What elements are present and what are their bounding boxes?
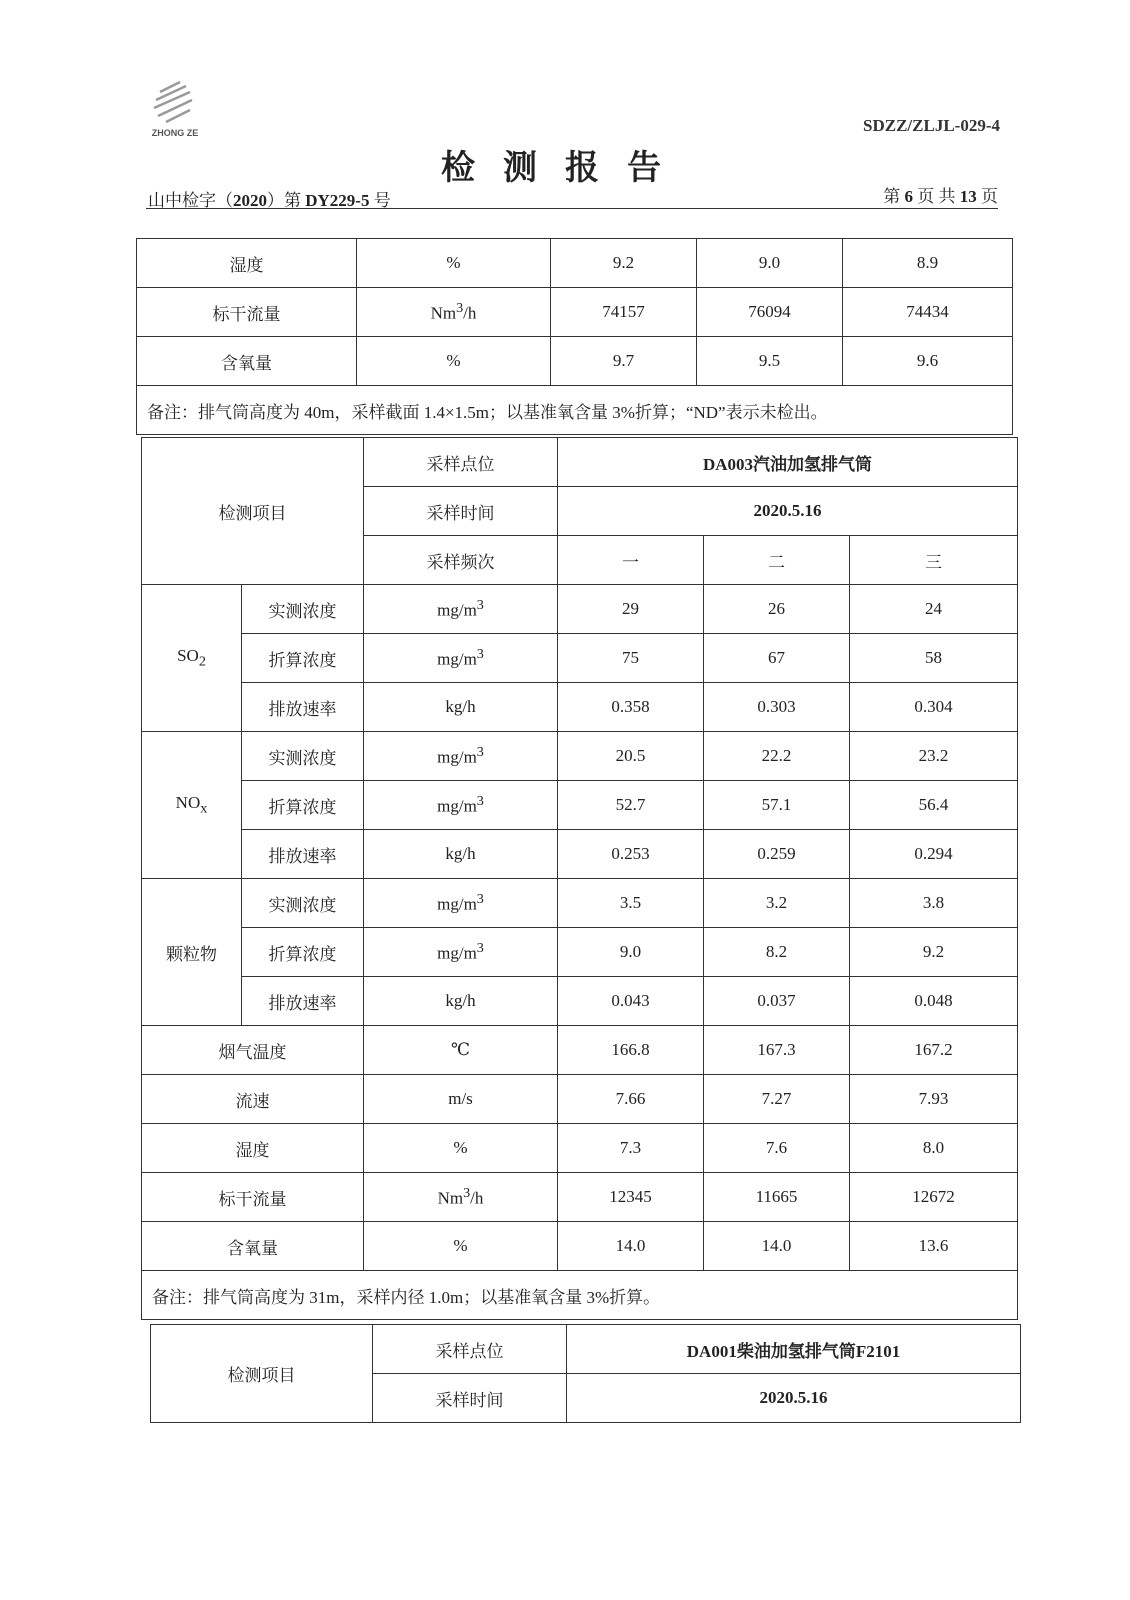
table-row — [142, 1271, 1018, 1320]
value-cell: 0.253 — [558, 830, 704, 879]
table-row — [142, 928, 1018, 977]
table-row — [142, 732, 1018, 781]
value-cell: 76094 — [697, 288, 843, 337]
detection-item-header: 检测项目 — [151, 1325, 373, 1423]
sampling-point-value: DA003汽油加氢排气筒 — [558, 438, 1018, 487]
unit-cell: % — [357, 239, 551, 288]
table-note: 备注：排气筒高度为 31m，采样内径 1.0m；以基准氧含量 3%折算。 — [142, 1271, 1018, 1320]
report-number: 山中检字（2020）第 DY229-5 号 — [148, 191, 391, 210]
row-label: 湿度 — [137, 239, 357, 288]
value-cell: 0.358 — [558, 683, 704, 732]
value-cell: 11665 — [704, 1173, 850, 1222]
value-cell: 26 — [704, 585, 850, 634]
unit-cell: Nm$^3$/h — [364, 1173, 558, 1222]
company-logo — [140, 78, 210, 148]
unit-cell: $mg/m^3$ — [364, 585, 558, 634]
table-row — [142, 781, 1018, 830]
header-rule — [146, 208, 998, 209]
value-cell: 167.3 — [704, 1026, 850, 1075]
value-cell: 14.0 — [704, 1222, 850, 1271]
value-cell: 13.6 — [850, 1222, 1018, 1271]
table-row — [137, 337, 1013, 386]
value-cell: 75 — [558, 634, 704, 683]
logo-mark-icon — [140, 78, 210, 128]
value-cell: 7.66 — [558, 1075, 704, 1124]
table-row — [142, 438, 1018, 487]
value-cell: 74157 — [551, 288, 697, 337]
value-cell: 8.2 — [704, 928, 850, 977]
unit-cell: kg/h — [364, 977, 558, 1026]
value-cell: 57.1 — [704, 781, 850, 830]
unit-cell: $mg/m^3$ — [364, 634, 558, 683]
metric-label: 折算浓度 — [242, 634, 364, 683]
sampling-time-label: 采样时间 — [373, 1374, 567, 1423]
metric-label: 排放速率 — [242, 830, 364, 879]
table-row — [142, 1124, 1018, 1173]
report-title: 检测报告 — [441, 150, 689, 187]
table-da003 — [141, 437, 1018, 1320]
frequency-cell: 二 — [704, 536, 850, 585]
table-row — [137, 386, 1013, 435]
table-row — [142, 879, 1018, 928]
value-cell: 0.294 — [850, 830, 1018, 879]
value-cell: 0.259 — [704, 830, 850, 879]
value-cell: 9.2 — [850, 928, 1018, 977]
sampling-time-value: 2020.5.16 — [558, 487, 1018, 536]
value-cell: 3.5 — [558, 879, 704, 928]
value-cell: 9.0 — [558, 928, 704, 977]
form-code: SDZZ/ZLJL-029-4 — [863, 116, 1000, 135]
value-cell: 0.304 — [850, 683, 1018, 732]
value-cell: 167.2 — [850, 1026, 1018, 1075]
unit-cell: $mg/m^3$ — [364, 781, 558, 830]
value-cell: 0.037 — [704, 977, 850, 1026]
value-cell: 0.303 — [704, 683, 850, 732]
value-cell: 7.3 — [558, 1124, 704, 1173]
value-cell: 0.043 — [558, 977, 704, 1026]
row-label: 标干流量 — [137, 288, 357, 337]
value-cell: 24 — [850, 585, 1018, 634]
metric-label: 实测浓度 — [242, 732, 364, 781]
table-row — [151, 1325, 1021, 1374]
logo-text: ZHONG ZE — [151, 128, 199, 138]
param-label: 烟气温度 — [142, 1026, 364, 1075]
table-row — [137, 288, 1013, 337]
value-cell: 12672 — [850, 1173, 1018, 1222]
table-row — [142, 683, 1018, 732]
value-cell: 74434 — [843, 288, 1013, 337]
value-cell: 9.5 — [697, 337, 843, 386]
value-cell: 67 — [704, 634, 850, 683]
param-label: 流速 — [142, 1075, 364, 1124]
unit-cell: $mg/m^3$ — [364, 732, 558, 781]
table-continuation — [136, 238, 1013, 435]
value-cell: 7.6 — [704, 1124, 850, 1173]
value-cell: 9.2 — [551, 239, 697, 288]
metric-label: 折算浓度 — [242, 928, 364, 977]
value-cell: 56.4 — [850, 781, 1018, 830]
unit-cell: % — [364, 1124, 558, 1173]
frequency-cell: 三 — [850, 536, 1018, 585]
value-cell: 9.6 — [843, 337, 1013, 386]
table-row — [142, 830, 1018, 879]
unit-cell: $mg/m^3$ — [364, 879, 558, 928]
metric-label: 排放速率 — [242, 683, 364, 732]
unit-cell: % — [364, 1222, 558, 1271]
value-cell: 9.7 — [551, 337, 697, 386]
value-cell: 20.5 — [558, 732, 704, 781]
value-cell: 3.8 — [850, 879, 1018, 928]
value-cell: 23.2 — [850, 732, 1018, 781]
value-cell: 58 — [850, 634, 1018, 683]
param-label: 标干流量 — [142, 1173, 364, 1222]
table-row — [142, 977, 1018, 1026]
value-cell: 7.27 — [704, 1075, 850, 1124]
unit-cell: kg/h — [364, 683, 558, 732]
value-cell: 8.0 — [850, 1124, 1018, 1173]
sampling-time-value: 2020.5.16 — [567, 1374, 1021, 1423]
value-cell: 22.2 — [704, 732, 850, 781]
unit-cell: m/s — [364, 1075, 558, 1124]
unit-cell: % — [357, 337, 551, 386]
value-cell: 52.7 — [558, 781, 704, 830]
pollutant-particulate: 颗粒物 — [142, 879, 242, 1026]
value-cell: 9.0 — [697, 239, 843, 288]
pollutant-nox: $NO_x$ — [142, 732, 242, 879]
value-cell: 0.048 — [850, 977, 1018, 1026]
detection-item-header: 检测项目 — [142, 438, 364, 585]
param-label: 含氧量 — [142, 1222, 364, 1271]
sampling-point-value: DA001柴油加氢排气筒F2101 — [567, 1325, 1021, 1374]
frequency-cell: 一 — [558, 536, 704, 585]
sampling-point-label: 采样点位 — [364, 438, 558, 487]
value-cell: 14.0 — [558, 1222, 704, 1271]
table-row — [142, 585, 1018, 634]
pollutant-so2: $SO_2$ — [142, 585, 242, 732]
metric-label: 排放速率 — [242, 977, 364, 1026]
sampling-frequency-label: 采样频次 — [364, 536, 558, 585]
table-row — [142, 1222, 1018, 1271]
unit-cell: kg/h — [364, 830, 558, 879]
param-label: 湿度 — [142, 1124, 364, 1173]
table-row — [142, 634, 1018, 683]
table-row — [142, 1026, 1018, 1075]
value-cell: 7.93 — [850, 1075, 1018, 1124]
value-cell: 166.8 — [558, 1026, 704, 1075]
sampling-point-label: 采样点位 — [373, 1325, 567, 1374]
unit-cell: ℃ — [364, 1026, 558, 1075]
table-row — [137, 239, 1013, 288]
unit-cell: $mg/m^3$ — [364, 928, 558, 977]
table-note: 备注：排气筒高度为 40m，采样截面 1.4×1.5m；以基准氧含量 3%折算；“ND”表示未检出。 — [137, 386, 1013, 435]
metric-label: 实测浓度 — [242, 585, 364, 634]
value-cell: 12345 — [558, 1173, 704, 1222]
table-row — [142, 1173, 1018, 1222]
value-cell: 3.2 — [704, 879, 850, 928]
unit-cell: Nm$^3$/h — [357, 288, 551, 337]
metric-label: 实测浓度 — [242, 879, 364, 928]
page-indicator: 第 6 页 共 13 页 — [883, 187, 998, 206]
table-da001 — [150, 1324, 1021, 1423]
sampling-time-label: 采样时间 — [364, 487, 558, 536]
row-label: 含氧量 — [137, 337, 357, 386]
table-row — [142, 1075, 1018, 1124]
metric-label: 折算浓度 — [242, 781, 364, 830]
value-cell: 8.9 — [843, 239, 1013, 288]
value-cell: 29 — [558, 585, 704, 634]
